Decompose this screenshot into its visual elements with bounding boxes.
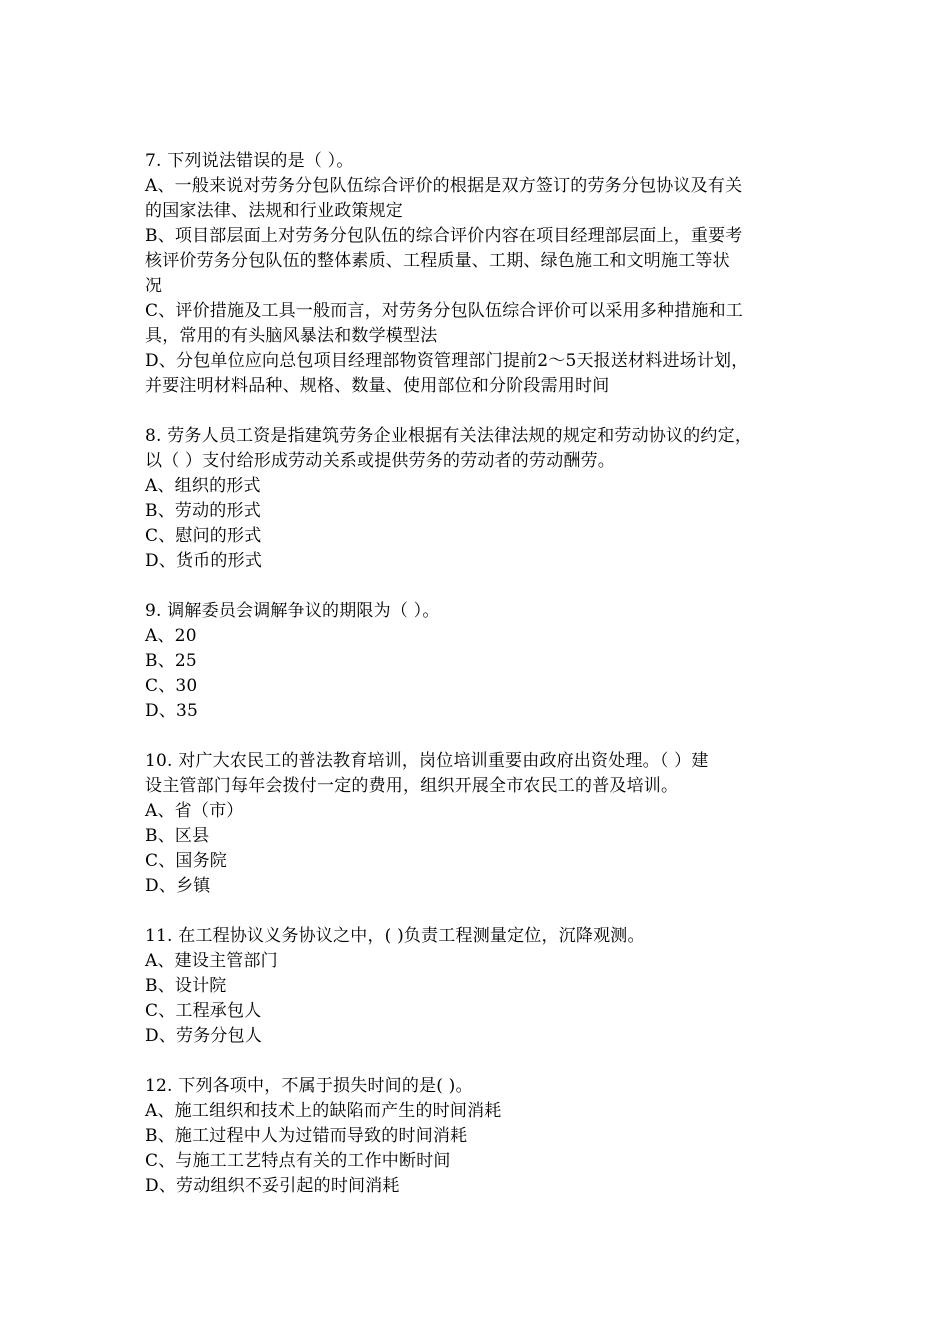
question-text-line: B、劳动的形式 xyxy=(145,501,261,521)
question-stem-line: 12. 下列各项中，不属于损失时间的是( )。 xyxy=(145,1076,473,1096)
question-text-line: D、货币的形式 xyxy=(145,551,263,571)
question-text-line: C、30 xyxy=(145,676,198,696)
question-stem-line: 8. 劳务人员工资是指建筑劳务企业根据有关法律法规的规定和劳动协议的约定， xyxy=(145,426,753,446)
question-text-line: B、项目部层面上对劳务分包队伍的综合评价内容在项目经理部层面上，重要考 xyxy=(145,226,743,246)
question-text-line: C、评价措施及工具一般而言，对劳务分包队伍综合评价可以采用多种措施和工 xyxy=(145,301,744,321)
question-text-line: A、组织的形式 xyxy=(145,476,261,496)
question-list xyxy=(145,149,815,1224)
question-stem-line: 10. 对广大农民工的普法教育培训，岗位培训重要由政府出资处理。（ ）建 xyxy=(145,751,709,771)
question-block xyxy=(145,599,815,724)
question-text-line: C、工程承包人 xyxy=(145,1001,262,1021)
question-text-line: B、25 xyxy=(145,651,197,671)
question-text-line: A、20 xyxy=(145,626,197,646)
question-text-line: B、施工过程中人为过错而导致的时间消耗 xyxy=(145,1126,468,1146)
question-text-line: C、与施工工艺特点有关的工作中断时间 xyxy=(145,1151,451,1171)
question-text-line: D、乡镇 xyxy=(145,876,211,896)
question-text-line: 设主管部门每年会拨付一定的费用，组织开展全市农民工的普及培训。 xyxy=(145,776,679,796)
question-block xyxy=(145,149,815,399)
question-stem-line: 9. 调解委员会调解争议的期限为（ ）。 xyxy=(145,601,440,621)
question-block xyxy=(145,924,815,1049)
question-stem-line: 7. 下列说法错误的是（ ）。 xyxy=(145,151,354,171)
question-block xyxy=(145,424,815,574)
question-text-line: 况 xyxy=(145,276,163,296)
question-text-line: C、国务院 xyxy=(145,851,228,871)
question-stem-line: 11. 在工程协议义务协议之中，( )负责工程测量定位，沉降观测。 xyxy=(145,926,645,946)
question-text-line: D、劳务分包人 xyxy=(145,1026,263,1046)
question-text-line: A、一般来说对劳务分包队伍综合评价的根据是双方签订的劳务分包协议及有关 xyxy=(145,176,743,196)
question-text-line: 具，常用的有头脑风暴法和数学模型法 xyxy=(145,326,438,346)
question-text-line: A、省（市） xyxy=(145,801,244,821)
question-text-line: 以（ ）支付给形成劳动关系或提供劳务的劳动者的劳动酬劳。 xyxy=(145,451,616,471)
question-text-line: 核评价劳务分包队伍的整体素质、工程质量、工期、绿色施工和文明施工等状 xyxy=(145,251,730,271)
question-text-line: B、设计院 xyxy=(145,976,227,996)
question-text-line: A、施工组织和技术上的缺陷而产生的时间消耗 xyxy=(145,1101,502,1121)
question-text-line: C、慰问的形式 xyxy=(145,526,262,546)
question-text-line: D、劳动组织不妥引起的时间消耗 xyxy=(145,1176,400,1196)
question-text-line: A、建设主管部门 xyxy=(145,951,278,971)
question-text-line: 并要注明材料品种、规格、数量、使用部位和分阶段需用时间 xyxy=(145,376,610,396)
question-text-line: B、区县 xyxy=(145,826,210,846)
question-text-line: 的国家法律、法规和行业政策规定 xyxy=(145,201,403,221)
question-text-line: D、分包单位应向总包项目经理部物资管理部门提前2～5天报送材料进场计划， xyxy=(145,351,749,371)
question-block xyxy=(145,1074,815,1199)
question-block xyxy=(145,749,815,899)
question-text-line: D、35 xyxy=(145,701,199,721)
